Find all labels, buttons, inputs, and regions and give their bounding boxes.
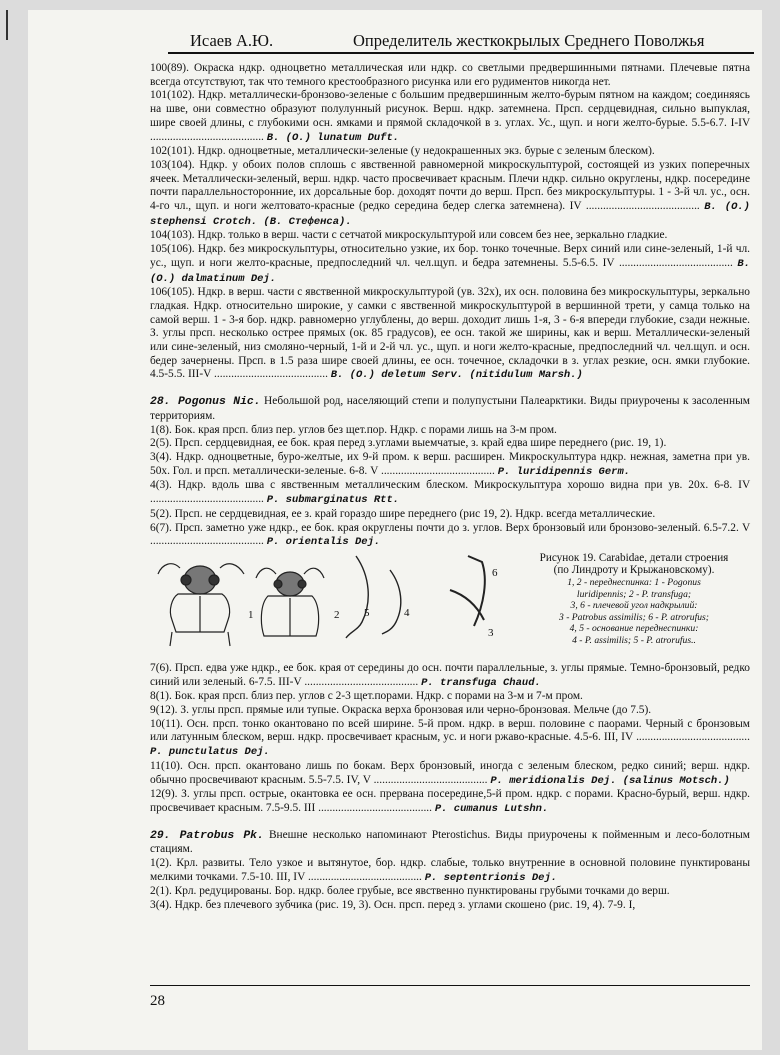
pronotum-drawing-1	[158, 564, 244, 646]
leader-dots: ........................................	[150, 535, 267, 548]
species-name: B. (O.) stephensi Crotch. (B. Стефенса).	[150, 201, 750, 228]
running-header	[168, 30, 754, 54]
couplet	[150, 243, 750, 286]
species-name: P. punctulatus Dej.	[150, 746, 270, 759]
couplet	[150, 885, 750, 899]
figure-legend-line: 3, 6 - плечевой угол надкрылий:	[570, 600, 698, 612]
couplet	[150, 522, 750, 550]
leader-dots: ........................................	[315, 801, 435, 814]
couplets-bembidion	[150, 62, 750, 383]
species-name: P. cumanus Lutshn.	[434, 802, 549, 815]
couplet	[150, 89, 750, 145]
couplet-text: 1(8). Бок. края прсп. близ пер. углов без щет.пор. Ндкр. с порами лишь на 3-м пром.	[150, 423, 557, 436]
leader-dots: ........................................	[305, 870, 425, 883]
couplet	[150, 62, 750, 89]
leader-dots: ........................................	[301, 675, 422, 688]
figure-19	[150, 550, 750, 662]
genus-patrobus-title: 29. Patrobus Pk.	[150, 829, 264, 842]
couplet-text: 103(104). Ндкр. у обоих полов сплошь с явственной равномерной микроскульптурой, состоящей из узких поперечных ячеек. Металлически-зеленый, верш. ндкр. часто просвечивает красным. Плечи ндкр. сильно округлены, ндкр. посередине почти параллельносторонние, их дорсальные бор. доходят почти до верш. Прсп. без микроскульптуры. 1 - 3-й чл. ус., осн. 4-го чл., щуп. и ноги желтовато-красные (редко середина бедер слегка затемнена). IV	[150, 158, 750, 213]
species-name: P. luridipennis Germ.	[497, 465, 631, 478]
species-name: B. (O.) lunatum Duft.	[266, 131, 400, 144]
figure-label-2: 2	[334, 608, 340, 621]
couplets-patrobus	[150, 857, 750, 913]
leader-dots: ........................................	[370, 773, 491, 786]
leader-dots: ........................................	[211, 368, 331, 381]
species-name: B. (O.) dalmatinum Dej.	[150, 257, 750, 285]
couplet	[150, 788, 750, 816]
figure-legend-line: 3 - Patrobus assimilis; 6 - P. atrorufus;	[559, 611, 709, 623]
species-name: B. (O.) deletum Serv. (nitidulum Marsh.)	[330, 369, 583, 382]
couplet	[150, 690, 750, 704]
figure-19-drawings	[150, 550, 518, 662]
couplet-text: 5(2). Прсп. не сердцевидная, ее з. край гораздо шире переднего (рис 19, 2). Ндкр. всегда металлические.	[150, 507, 656, 520]
genus-pogonus-title: 28. Pogonus Nic.	[150, 396, 261, 409]
figure-title: Рисунок 19. Carabidae, детали строения	[539, 551, 729, 564]
couplet	[150, 760, 750, 788]
figure-label-1: 1	[248, 608, 254, 621]
couplet-text: 12(9). З. углы прсп. острые, окантовка ее осн. прервана посередине,5-й пром. ндкр. с порами. Красно-бурый, верш. ндкр. просвечивает красным. 7.5-9.5. III	[150, 788, 750, 814]
species-name: P. transfuga Chaud.	[421, 676, 541, 689]
figure-legend	[518, 577, 750, 647]
figure-legend-line: 4 - P. assimilis; 5 - P. atrorufus..	[572, 634, 696, 646]
couplet	[150, 662, 750, 690]
couplet-text: 11(10). Осн. прсп. окантовано лишь по бокам. Верх бронзовый, иногда с зеленым блеском, редко синий; верш. ндкр. обычно просвечивают красным. 5.5-7.5. IV, V	[150, 759, 750, 786]
couplet-text: 9(12). З. углы прсп. прямые или тупые. Окраска верха бронзовая или черно-бронзовая. Мельче (до 7.5).	[150, 704, 652, 717]
couplet	[150, 479, 750, 507]
couplet-text: 8(1). Бок. края прсп. близ пер. углов с 2-3 щет.порами. Ндкр. с порами на 3-м и 7-м пром.	[150, 690, 583, 703]
figure-subtitle: (по Линдроту и Крыжановскому).	[553, 564, 715, 577]
couplet-text: 6(7). Прсп. заметно уже ндкр., ее бок. края округлены почти до з. углов. Верх бронзовый или бронзово-зеленый. 6.5-7.2. V	[150, 521, 750, 534]
document-body	[150, 62, 750, 913]
species-name: P. meridionalis Dej. (salinus Motsch.)	[490, 774, 730, 787]
couplet	[150, 718, 750, 760]
figure-label-6: 6	[492, 566, 498, 579]
leader-dots: ........................................	[633, 731, 750, 744]
couplet-text: 3(4). Ндкр. без плечевого зубчика (рис. 19, 3). Осн. прсп. перед з. углами скошено (рис. 19, 4). 7-9. I,	[150, 899, 636, 912]
couplet	[150, 286, 750, 383]
figure-caption	[518, 552, 750, 647]
couplet	[150, 437, 750, 451]
genus-pogonus	[150, 395, 750, 423]
header-author: Исаев А.Ю.	[190, 31, 274, 50]
leader-dots: ........................................	[614, 256, 738, 269]
leader-dots: ........................................	[150, 493, 267, 506]
couplet	[150, 159, 750, 230]
couplet	[150, 857, 750, 885]
couplet-text: 105(106). Ндкр. без микроскульптуры, относительно узкие, их бор. тонко точечные. Верх синий или сине-зеленый, 1-й чл. ус., щуп. и ноги желто-красные, предпоследний чл. чел.щуп. и бедра затемнены. 5.5-6.5. IV	[150, 243, 750, 269]
couplet	[150, 229, 750, 243]
footer-rule	[150, 985, 750, 986]
couplet-text: 3(4). Ндкр. одноцветные, буро-желтые, их 9-й пром. к верш. расширен. Микроскульптура ндкр. нежная, заметна при ув. 50х. Гол. и прсп. металлически-зеленые. 6-8. V	[150, 450, 750, 477]
genus-patrobus	[150, 829, 750, 857]
couplet	[150, 508, 750, 522]
couplets-pogonus-2	[150, 662, 750, 817]
figure-label-3: 3	[488, 626, 494, 639]
genus-patrobus-intro: Внешне несколько напоминают Pterostichus. Виды приурочены к пойменным и лесо-болотным стациям.	[150, 828, 751, 856]
couplet-text: 1(2). Крл. развиты. Тело узкое и вытянутое, бор. ндкр. слабые, только внутренние в основной половине пунктированы мелкими точками. 7.5-10. III, IV	[150, 857, 750, 883]
genus-pogonus-intro: Небольшой род, населяющий степи и полупустыни Палеарктики. Виды приурочены к засоленным территориям.	[150, 395, 750, 422]
couplet	[150, 424, 750, 438]
figure-legend-line: 4, 5 - основание переднеспинки:	[569, 623, 699, 635]
pronotum-drawing-2	[256, 568, 324, 636]
couplet-text: 100(89). Окраска ндкр. одноцветно металлическая или ндкр. со светлыми предвершинными пятнами. Плечевые пятна всегда отсутствуют, так что темного крестообразного рисунка или его рудиментов никогда нет.	[150, 62, 750, 88]
figure-label-5: 5	[364, 606, 370, 619]
couplets-pogonus-1	[150, 424, 750, 550]
leader-dots: ........................................	[581, 200, 705, 213]
couplet-text: 7(6). Прсп. едва уже ндкр., ее бок. края от середины до осн. почти параллельные, з. углы прямые. Темно-бронзовый, редко синий или зеленый. 6-7.5. III-V	[150, 661, 750, 688]
scan-edge-mark	[6, 10, 8, 40]
couplet	[150, 899, 750, 913]
figure-label-4: 4	[404, 606, 410, 619]
species-name: P. septentrionis Dej.	[424, 871, 558, 884]
couplet-text: 4(3). Ндкр. вдоль шва с явственным металлическим блеском. Микроскульптура хорошо видна при ув. 20х. 6-8. IV	[150, 479, 750, 492]
page-number: 28	[150, 993, 165, 1009]
couplet-text: 106(105). Ндкр. в верш. части с явственной микроскульптурой (ув. 32х), их осн. половина без микроскульптуры, зеркально гладкая. Ндкр. относительно широкие, у самки с явственной микроскульптурой в вершинной трети, у самца только на самой верш. 1 - 3-я бор. ндкр. равномерно углублены, до верш. доходит лишь 1-я, 3 - 6-я впереди глубокие, сзади нежные. З. углы прсп. несколько острее прямых (ок. 85 градусов), ее осн. такой же ширины, как и верш. Металлически-зеленый или сине-зеленый, низ смоляно-черный, 1-й и 2-й чл. ус., щуп. и ноги желто-красные, предпоследний чл. чел.щуп. и осн. бедер зачернены. Прсп. в 1.5 раза шире своей длины, ее осн. точечное, складочки в з. углах резкие, осн. ямки глубокие. 4.5-5.5. III-V	[150, 286, 750, 381]
couplet-text: 2(5). Прсп. сердцевидная, ее бок. края перед з.углами выемчатые, з. край едва шире переднего (рис. 19, 1).	[150, 437, 667, 450]
base-outline-5	[346, 556, 368, 638]
couplet-text: 2(1). Крл. редуцированы. Бор. ндкр. более грубые, все явственно пунктированы грубыми точками до верш.	[150, 885, 670, 898]
figure-legend-line: 1, 2 - переднеспинка: 1 - Pogonus	[567, 576, 701, 588]
figure-legend-line: luridipennis; 2 - P. transfuga;	[576, 588, 692, 600]
couplet	[150, 451, 750, 479]
leader-dots: ........................................	[378, 464, 498, 477]
couplet-text: 10(11). Осн. прсп. тонко окантовано по всей ширине. 5-й пром. ндкр. в верш. половине с паорами. Черный с бронзовым или латунным блеском, верш. ндкр. просвечивает красным, ус. и ноги ржаво-красные. 4.5-6. III, IV	[150, 717, 750, 744]
couplet	[150, 704, 750, 718]
couplet-text: 102(101). Ндкр. одноцветные, металлически-зеленые (у недокрашенных экз. бурые с зеленым блеском).	[150, 145, 655, 158]
species-name: P. orientalis Dej.	[266, 536, 381, 549]
couplet-text: 104(103). Ндкр. только в верш. части с сетчатой микроскульптурой или совсем без нее, зеркально гладкие.	[150, 229, 668, 242]
base-outline-4	[382, 570, 401, 634]
header-title: Определитель жесткокрылых Среднего Поволжья	[353, 31, 705, 50]
leader-dots: ........................................	[150, 130, 267, 143]
species-name: P. submarginatus Rtt.	[266, 494, 400, 507]
couplet	[150, 145, 750, 159]
couplet-text: 101(102). Ндкр. металлически-бронзово-зеленые с большим предвершинным желто-бурым пятном на каждом; соединяясь на шве, они совместно образуют полулунный рисунок. Верш. ндкр. затемнена. Прсп. сердцевидная, сильно выпуклая, шире своей длины, с глубокими осн. ямками и прямой складочкой в з. углах. Ус., щуп. и ноги желто-бурые. 5.5-6.7. I-IV	[150, 89, 750, 129]
